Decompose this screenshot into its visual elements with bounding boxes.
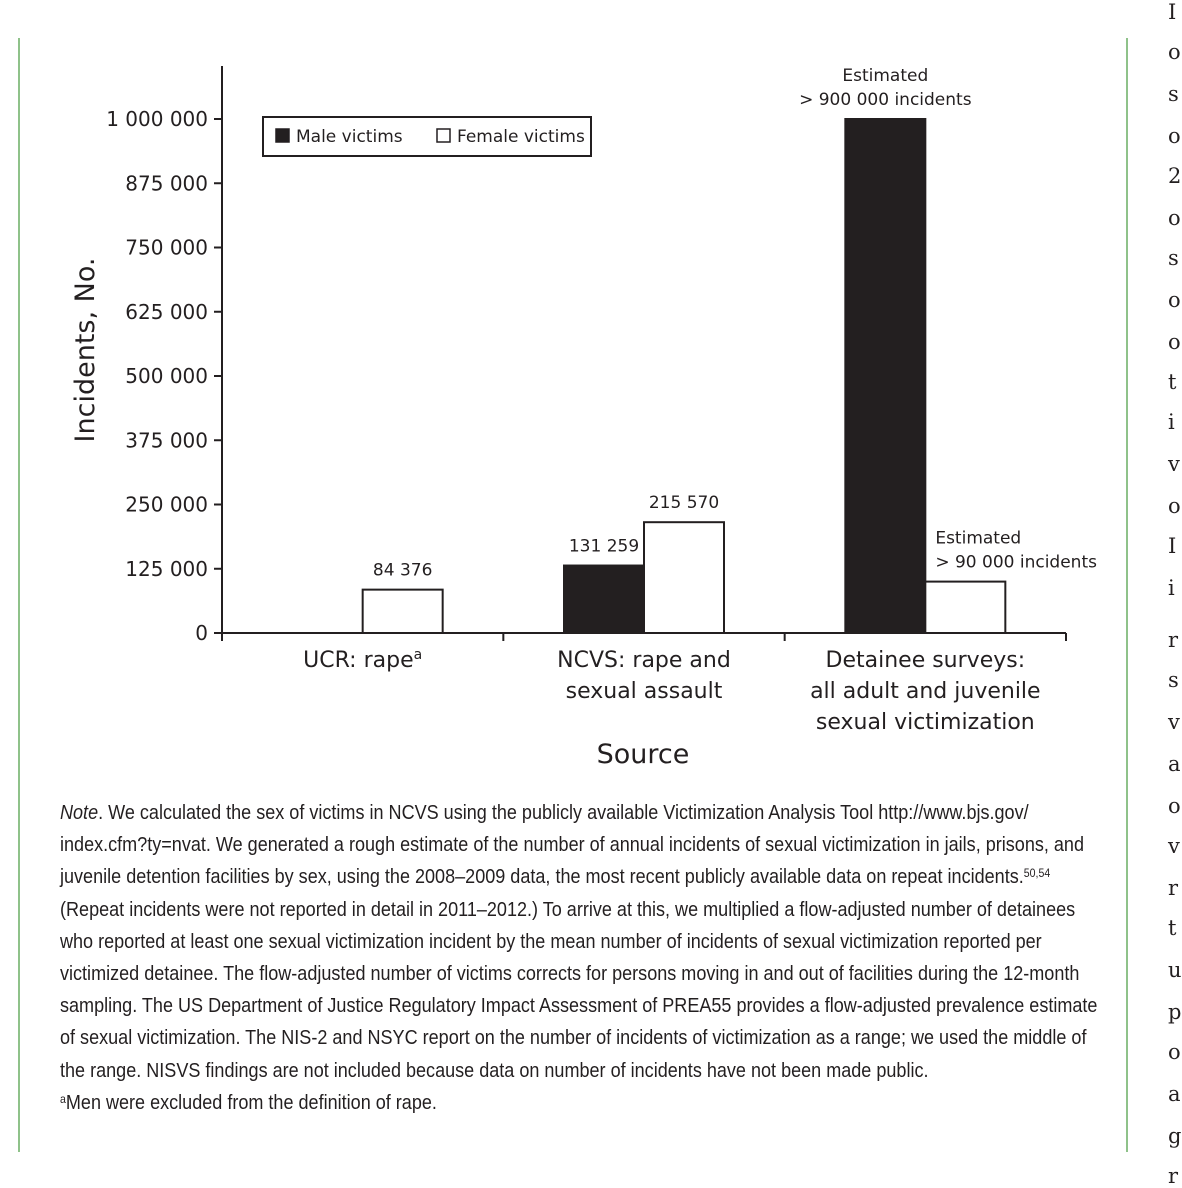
adjacent-letter: t	[1168, 916, 1177, 940]
x-category-label: Detainee surveys:	[825, 648, 1026, 673]
bar-female-victims	[925, 582, 1005, 633]
y-tick-label: 0	[195, 621, 208, 645]
adjacent-letter: I	[1168, 0, 1177, 24]
y-tick-label: 500 000	[125, 364, 208, 388]
x-category-label: sexual victimization	[815, 710, 1035, 735]
adjacent-letter: o	[1168, 1040, 1181, 1064]
data-label: Estimated	[842, 66, 929, 86]
data-label: 131 259	[568, 536, 640, 557]
adjacent-letter: r	[1168, 876, 1179, 900]
adjacent-letter: I	[1168, 534, 1177, 558]
x-category-label: NCVS: rape and	[557, 648, 731, 673]
bar-female-victims	[644, 522, 724, 633]
adjacent-letter: t	[1168, 370, 1177, 394]
footnote-text: Men were excluded from the definition of rape.	[65, 1090, 437, 1114]
adjacent-letter: a	[1168, 1082, 1181, 1106]
legend-label-female: Female victims	[457, 127, 585, 147]
category-superscript: a	[413, 647, 423, 663]
adjacent-letter: v	[1168, 710, 1180, 734]
adjacent-letter: o	[1168, 40, 1181, 64]
adjacent-letter: i	[1168, 576, 1175, 600]
data-label: 215 570	[648, 493, 720, 514]
adjacent-letter: o	[1168, 330, 1181, 354]
adjacent-letter: r	[1168, 1164, 1179, 1188]
adjacent-letter: o	[1168, 494, 1181, 518]
adjacent-letter: u	[1168, 958, 1182, 982]
adjacent-letter: s	[1168, 246, 1179, 270]
x-axis-title: Source	[596, 739, 690, 770]
note-lead: Note	[60, 801, 99, 824]
data-label: > 900 000 incidents	[799, 90, 972, 110]
y-tick-label: 250 000	[125, 492, 208, 517]
data-label: 84 376	[372, 560, 433, 581]
y-tick-label: 875 000	[125, 171, 208, 196]
y-tick-label: 750 000	[125, 235, 208, 260]
footnote-mark: a	[60, 1091, 66, 1106]
adjacent-letter: v	[1168, 452, 1180, 476]
adjacent-letter: 2	[1168, 164, 1182, 188]
note-body-continued: (Repeat incidents were not reported in detail in 2011–2012.) To arrive at this, we multiplied a flow-adjusted number of detainees who reported at least one sexual victimization incident by the mean number of incidents of sexual victimization reported per victimized detainee. The flow-adjusted number of victims corrects for persons moving in and out of facilities during the 12-month sampling. The US Department of Justice Regulatory Impact Assessment of PREA55 provides a flow-adjusted prevalence estimate of sexual victimization. The NIS-2 and NSYC report on the number of incidents of victimization as a range; we used the middle of the range. NISVS findings are not included because data on number of incidents have not been made public.	[60, 897, 1098, 1082]
data-label: > 90 000 incidents	[935, 552, 1097, 573]
x-category-label: all adult and juvenile	[810, 679, 1041, 704]
adjacent-letter: p	[1168, 1000, 1182, 1024]
note-refs: 50,54	[1023, 866, 1051, 881]
adjacent-letter: s	[1168, 82, 1179, 106]
adjacent-letter: g	[1168, 1124, 1182, 1148]
adjacent-letter: i	[1168, 410, 1175, 434]
note-body: . We calculated the sex of victims in NCVS using the publicly available Victimization Analysis Tool http://www.bjs.gov/ index.cfm?ty=nvat. We generated a rough estimate of the number of annual incidents of sexual victimization in jails, prisons, and juvenile detention facilities by sex, using the 2008–2009 data, the most recent publicly available data on repeat incidents.	[60, 801, 1085, 889]
legend-swatch-female	[437, 129, 450, 142]
y-tick-label: 375 000	[125, 428, 208, 453]
x-category-label: UCR: rape$^a$	[303, 647, 423, 673]
adjacent-letter: v	[1168, 834, 1180, 858]
y-axis-title: Incidents, No.	[70, 257, 101, 443]
adjacent-letter: s	[1168, 668, 1179, 692]
legend-swatch-male	[276, 129, 289, 142]
bar-male-victims	[845, 119, 925, 633]
adjacent-letter: o	[1168, 124, 1181, 148]
data-label: Estimated	[935, 528, 1022, 549]
figure-note	[60, 797, 1100, 1119]
x-category-label: sexual assault	[565, 679, 723, 704]
adjacent-letter: r	[1168, 628, 1179, 652]
adjacent-letter: o	[1168, 794, 1181, 818]
adjacent-letter: o	[1168, 206, 1181, 230]
bar-male-victims	[564, 566, 644, 633]
legend-label-male: Male victims	[296, 127, 403, 147]
y-tick-label: 625 000	[125, 299, 208, 324]
bar-female-victims	[363, 590, 443, 633]
adjacent-letter: o	[1168, 288, 1181, 312]
y-tick-label: 1 000 000	[106, 107, 208, 131]
y-tick-label: 125 000	[125, 556, 208, 581]
adjacent-letter: a	[1168, 752, 1181, 776]
